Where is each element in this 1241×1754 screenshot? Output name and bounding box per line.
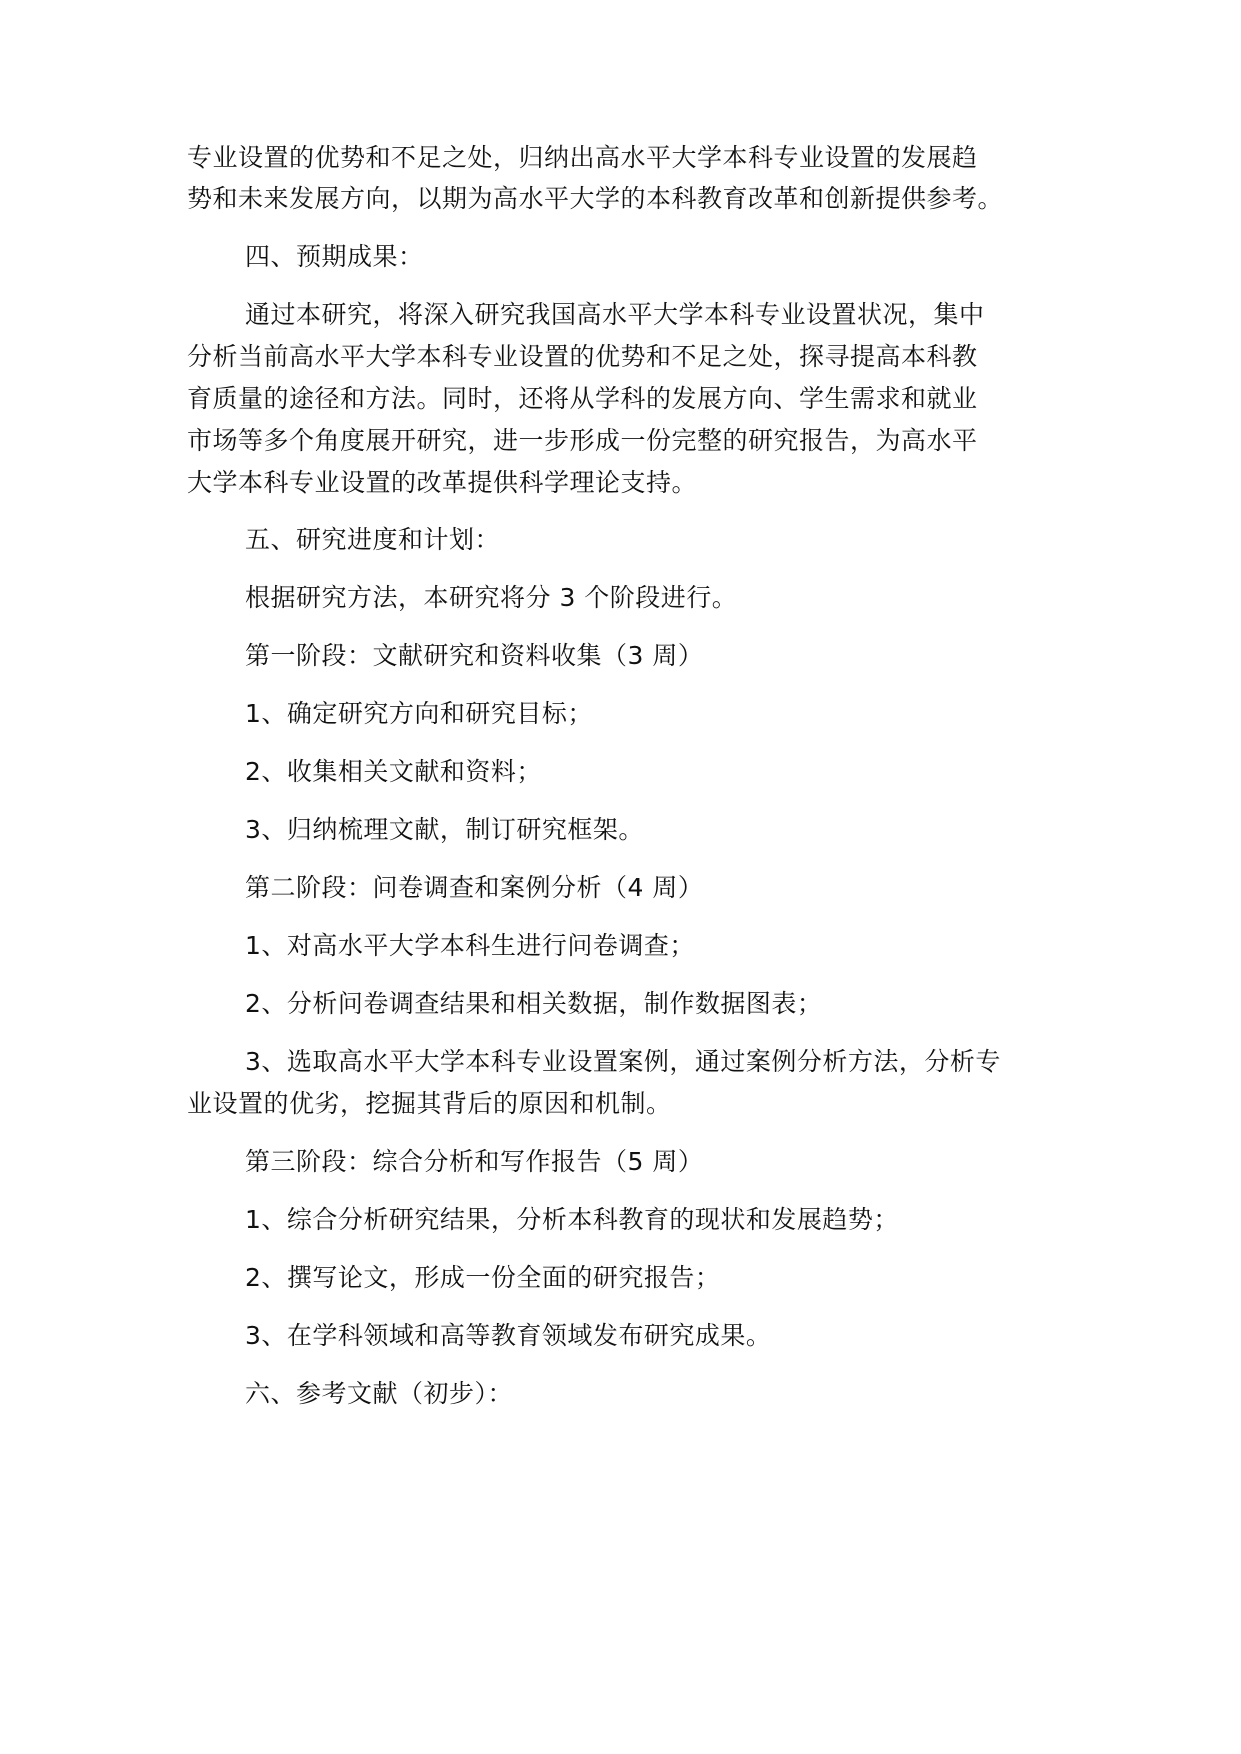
text-line: 势和未来发展方向，以期为高水平大学的本科教育改革和创新提供参考。: [187, 184, 1004, 213]
section-heading: 五、研究进度和计划：: [245, 525, 501, 554]
text-line: 通过本研究，将深入研究我国高水平大学本科专业设置状况，集中: [245, 300, 985, 329]
list-item: 1、综合分析研究结果，分析本科教育的现状和发展趋势；: [245, 1205, 899, 1234]
text-line: 专业设置的优势和不足之处，归纳出高水平大学本科专业设置的发展趋: [187, 143, 978, 172]
text-line: 大学本科专业设置的改革提供科学理论支持。: [187, 468, 698, 497]
phase-heading: 第三阶段：综合分析和写作报告（5 周）: [245, 1147, 704, 1176]
list-item: 1、确定研究方向和研究目标；: [245, 699, 593, 728]
text-line: 分析当前高水平大学本科专业设置的优势和不足之处，探寻提高本科教: [187, 342, 978, 371]
section-heading: 四、预期成果：: [245, 242, 424, 271]
section-heading: 六、参考文献（初步）：: [245, 1379, 514, 1408]
text-line: 育质量的途径和方法。同时，还将从学科的发展方向、学生需求和就业: [187, 384, 978, 413]
list-item: 3、在学科领域和高等教育领域发布研究成果。: [245, 1321, 772, 1350]
list-item: 1、对高水平大学本科生进行问卷调查；: [245, 931, 695, 960]
list-item: 2、分析问卷调查结果和相关数据，制作数据图表；: [245, 989, 823, 1018]
list-item: 3、选取高水平大学本科专业设置案例，通过案例分析方法，分析专: [245, 1047, 1001, 1076]
text-line: 业设置的优劣，挖掘其背后的原因和机制。: [187, 1089, 672, 1118]
phase-heading: 第二阶段：问卷调查和案例分析（4 周）: [245, 873, 704, 902]
text-line: 根据研究方法，本研究将分 3 个阶段进行。: [245, 583, 738, 612]
list-item: 2、收集相关文献和资料；: [245, 757, 542, 786]
list-item: 2、撰写论文，形成一份全面的研究报告；: [245, 1263, 721, 1292]
list-item: 3、归纳梳理文献，制订研究框架。: [245, 815, 644, 844]
phase-heading: 第一阶段：文献研究和资料收集（3 周）: [245, 641, 704, 670]
text-line: 市场等多个角度展开研究，进一步形成一份完整的研究报告，为高水平: [187, 426, 978, 455]
